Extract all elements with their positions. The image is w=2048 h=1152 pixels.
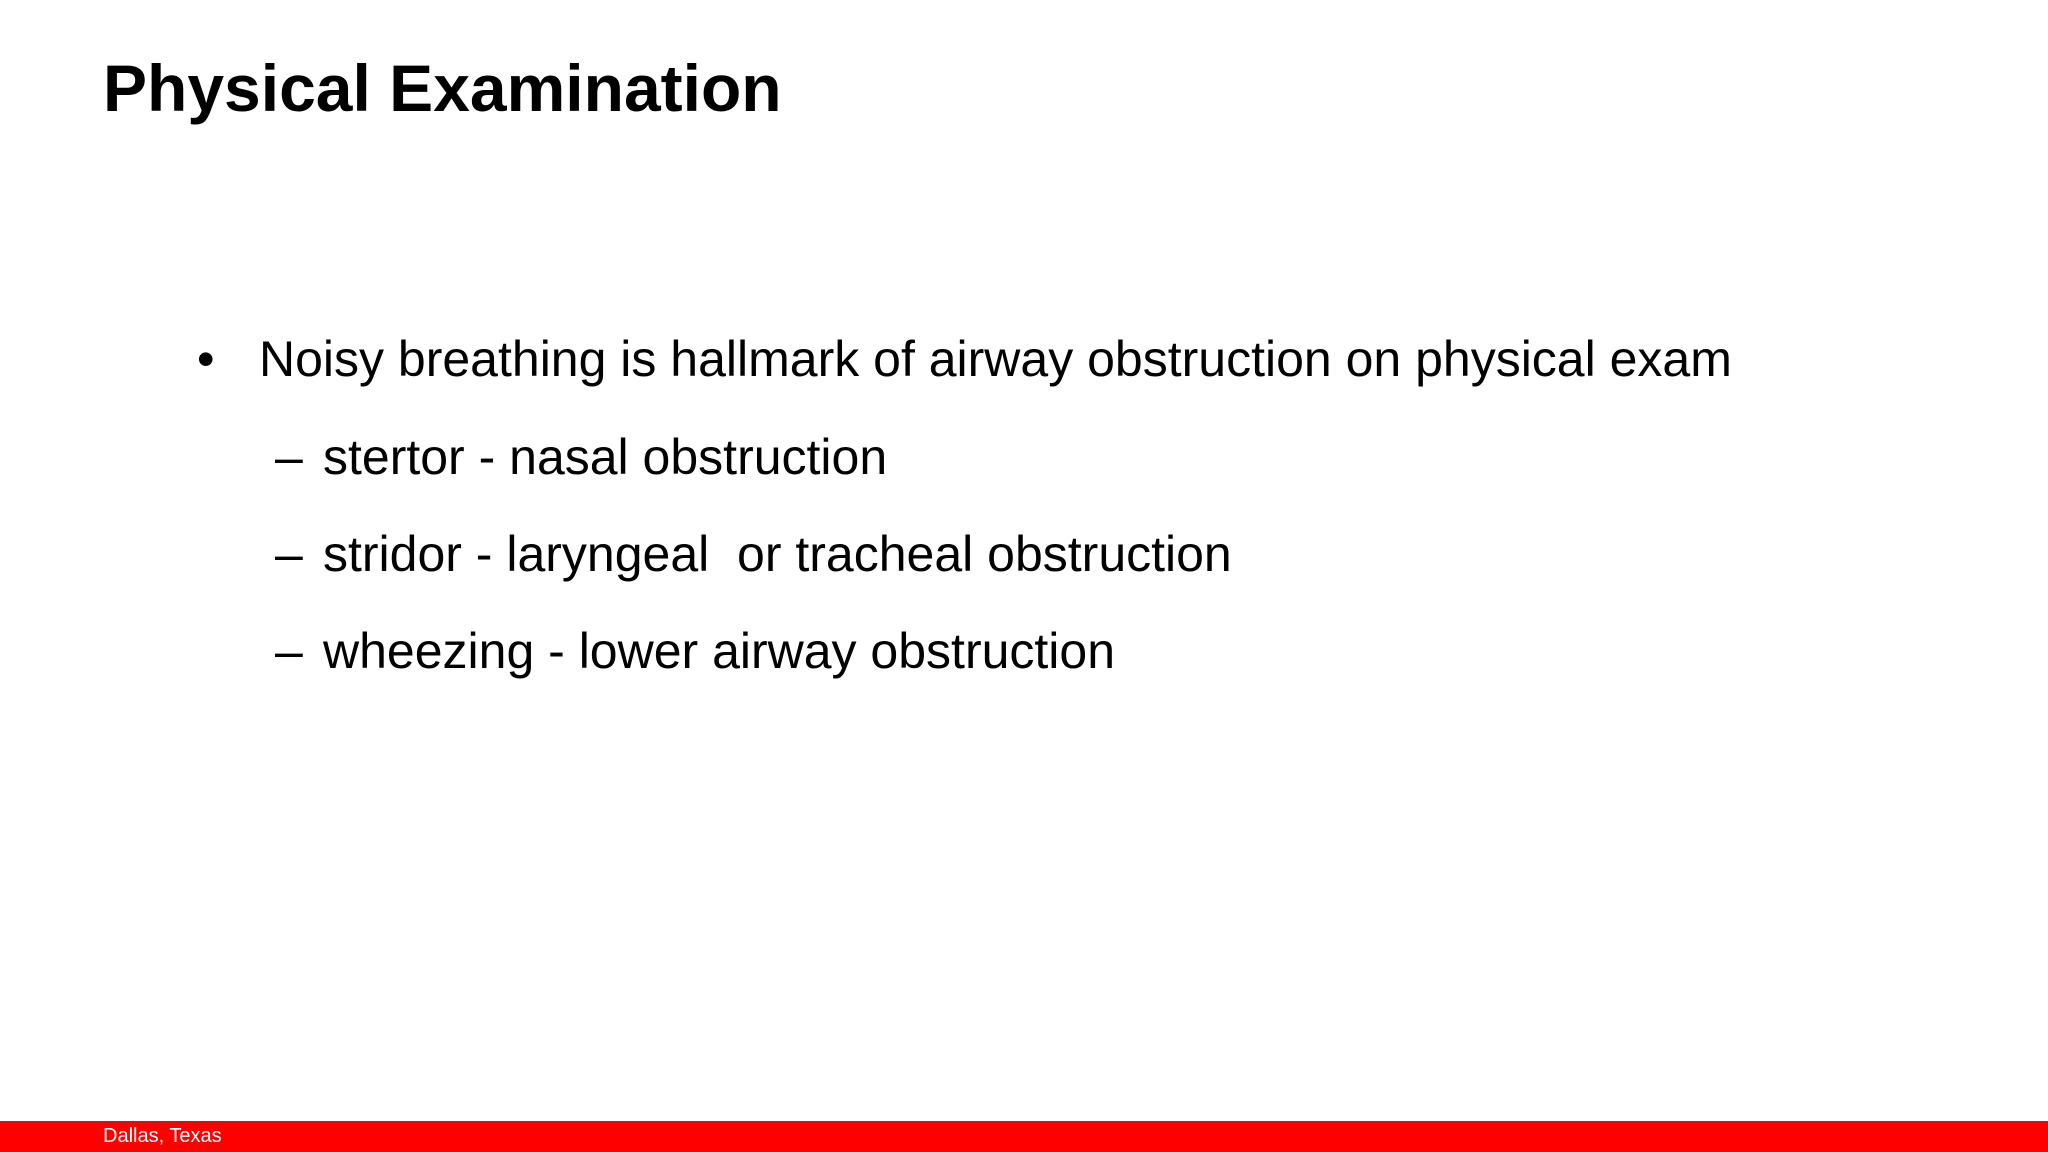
bullet-icon: • <box>197 331 215 387</box>
sub-bullet-text: stridor - laryngeal or tracheal obstruction <box>323 526 1232 582</box>
footer-bar <box>0 1121 2048 1152</box>
footer-location: Dallas, Texas <box>103 1125 222 1147</box>
sub-bullet-item <box>275 420 1997 494</box>
sub-bullet-list <box>197 420 1997 688</box>
bullet-item <box>197 322 1997 396</box>
dash-icon: – <box>275 526 303 582</box>
sub-bullet-item <box>275 614 1997 688</box>
slide-title: Physical Examination <box>103 51 782 125</box>
dash-icon: – <box>275 429 303 485</box>
bullet-text: Noisy breathing is hallmark of airway obstruction on physical exam <box>259 331 1732 387</box>
dash-icon: – <box>275 623 303 679</box>
slide-body <box>197 322 1997 711</box>
sub-bullet-item <box>275 517 1997 591</box>
sub-bullet-text: stertor - nasal obstruction <box>323 429 888 485</box>
sub-bullet-text: wheezing - lower airway obstruction <box>323 623 1116 679</box>
